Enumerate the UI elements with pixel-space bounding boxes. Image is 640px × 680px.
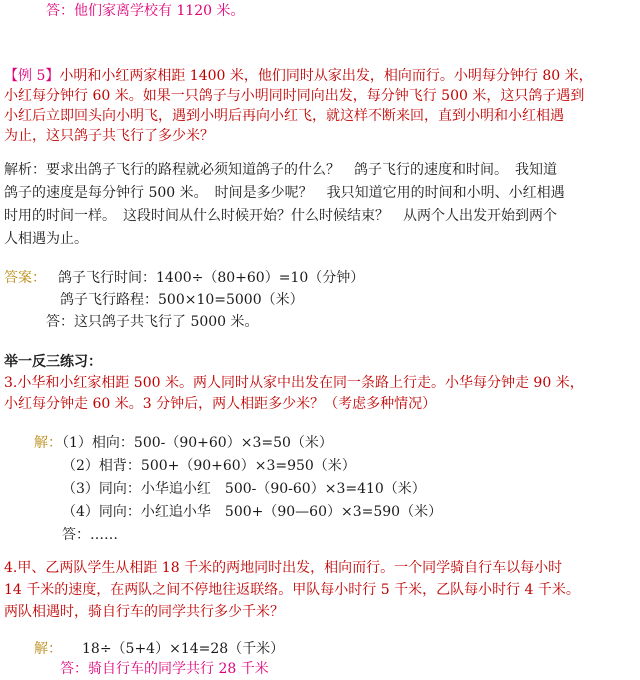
example5-tag: 【例 5】 xyxy=(4,68,60,84)
example5-line-3: 小红后立即回头向小明飞，遇到小明后再向小红飞，就这样不断来回，直到小明和小红相遇 xyxy=(4,108,564,124)
q4-solution-label: 解： xyxy=(34,641,62,657)
answer5-line-1 xyxy=(4,268,364,288)
answer5-distance: 鸽子飞行路程：500×10=5000（米） xyxy=(60,292,304,308)
example5-text-1: 小明和小红两家相距 1400 米，他们同时从家出发，相向而行。小明每分钟行 80 米， xyxy=(59,68,593,84)
analysis-line-3: 时用的时间一样。 这段时间从什么时候开始？什么时候结束？ 从两个人出发开始到两个 xyxy=(4,208,557,224)
q3-line-1: 3.小华和小红家相距 500 米。两人同时从家中出发在同一条路上行走。小华每分钟走 90 米， xyxy=(4,375,584,391)
q4-solution-text: 18÷（5+4）×14=28（千米） xyxy=(82,641,285,657)
q4-line-3: 两队相遇时，骑自行车的同学共行多少千米？ xyxy=(4,604,284,620)
answer5-conclusion: 答：这只鸽子共飞行了 5000 米。 xyxy=(46,314,259,330)
q3-solution-1 xyxy=(34,433,333,453)
example5-line-1 xyxy=(4,66,593,86)
previous-answer: 答：他们家离学校有 1120 米。 xyxy=(46,3,245,19)
answer5-time: 鸽子飞行时间：1400÷（80+60）=10（分钟） xyxy=(58,270,365,286)
example5-line-4: 为止，这只鸽子共飞行了多少米？ xyxy=(4,128,214,144)
practice-heading: 举一反三练习： xyxy=(4,354,102,370)
example5-line-2: 小红每分钟行 60 米。如果一只鸽子与小明同时同向出发，每分钟飞行 500 米，这只鸽子遇到 xyxy=(4,88,585,104)
answer5-label: 答案： xyxy=(4,270,46,286)
analysis-line-1: 解析：要求出鸽子飞行的路程就必须知道鸽子的什么？ 鸽子飞行的速度和时间。 我知道 xyxy=(4,162,557,178)
q4-line-2: 14 千米的速度，在两队之间不停地往返联络。甲队每小时行 5 千米，乙队每小时行 4 千米。 xyxy=(4,582,580,598)
q4-solution xyxy=(34,639,284,659)
q3-line-2: 小红每分钟走 60 米。3 分钟后，两人相距多少米？（考虑多种情况） xyxy=(4,396,437,412)
q3-solution-3: （3）同向：小华追小红 500-（90-60）×3=410（米） xyxy=(62,481,426,497)
analysis-line-4: 人相遇为止。 xyxy=(4,231,88,247)
q4-answer: 答：骑自行车的同学共行 28 千米 xyxy=(60,661,269,677)
q3-solution-4: （4）同向：小红追小华 500+（90—60）×3=590（米） xyxy=(62,504,443,520)
q3-solution-label: 解： xyxy=(34,435,62,451)
q3-solution-2: （2）相背：500+（90+60）×3=950（米） xyxy=(62,458,356,474)
q3-answer: 答：…… xyxy=(62,527,118,543)
q3-solution-text-1: （1）相向：500-（90+60）×3=50（米） xyxy=(62,435,333,451)
q4-line-1: 4.甲、乙两队学生从相距 18 千米的两地同时出发，相向而行。一个同学骑自行车以每小时 xyxy=(4,560,563,576)
analysis-line-2: 鸽子的速度是每分钟行 500 米。 时间是多少呢？ 我只知道它用的时间和小明、小红相遇 xyxy=(4,185,565,201)
